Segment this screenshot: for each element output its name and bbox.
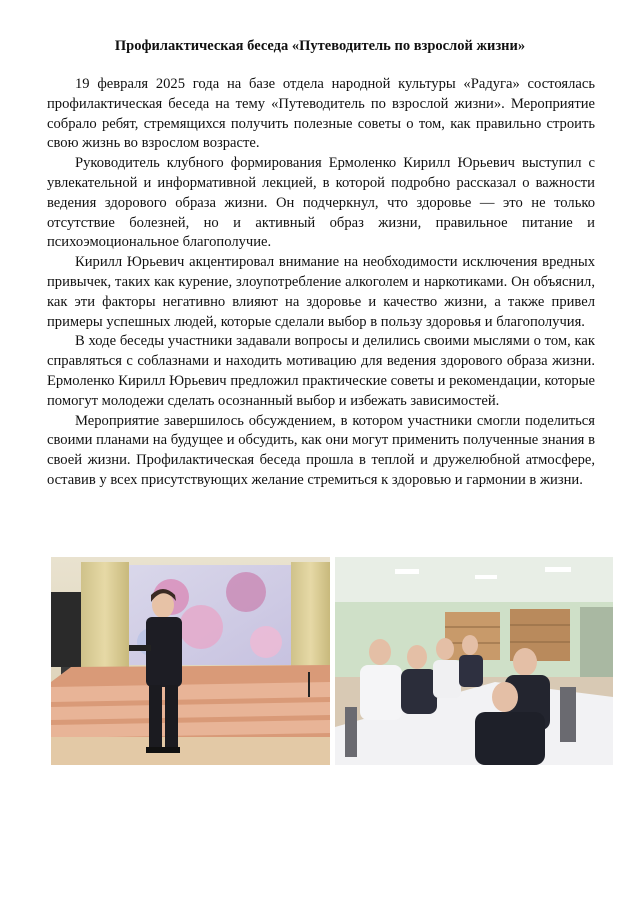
paragraph-2: Руководитель клубного формирования Ермоленко Кирилл Юрьевич выступил с увлекательной и информативной лекцией, в которой подробно рассказал о важности ведения здорового образа жизни. Он подчеркнул, что здоровье — это не только отсутствие болезней, но и активный образ жизни, правильное питание и психоэмоциональное благополучие. [47, 155, 595, 251]
paragraph-5: Мероприятие завершилось обсуждением, в котором участники смогли поделиться своими планами на будущее и обсудить, как они могут применить полученные знания в своей жизни. Профилактическая беседа прошла в теплой и дружелюбной атмосфере, оставив у всех присутствующих желание стремиться к здоровью и гармонии в жизни. [47, 412, 595, 488]
paragraph-4: В ходе беседы участники задавали вопросы и делились своими мыслями о том, как справляться с соблазнами и находить мотивацию для ведения здорового образа жизни. Ермоленко Кирилл Юрьевич предложил практические советы и рекомендации, которые помогут молодежи сделать осознанный выбор и избежать зависимостей. [47, 333, 595, 409]
document-title: Профилактическая беседа «Путеводитель по взрослой жизни» [114, 38, 526, 54]
document-body [47, 75, 595, 491]
paragraph-1: 19 февраля 2025 года на базе отдела народной культуры «Радуга» состоялась профилактическая беседа на тему «Путеводитель по взрослой жизни». Мероприятие собрало ребят, стремящихся получить полезные советы о том, как правильно строить свою жизнь во взрослом возрасте. [47, 76, 595, 152]
paragraph-3: Кирилл Юрьевич акцентировал внимание на необходимости исключения вредных привычек, таких как курение, злоупотребление алкоголем и наркотиками. Он объяснил, как эти факторы негативно влияют на здоровье и качество жизни, а также привел примеры успешных людей, которые сделали выбор в пользу здоровья и благополучия. [47, 254, 595, 330]
photo-participants-at-tables [335, 557, 613, 765]
photo-speaker-on-stage [51, 557, 330, 765]
